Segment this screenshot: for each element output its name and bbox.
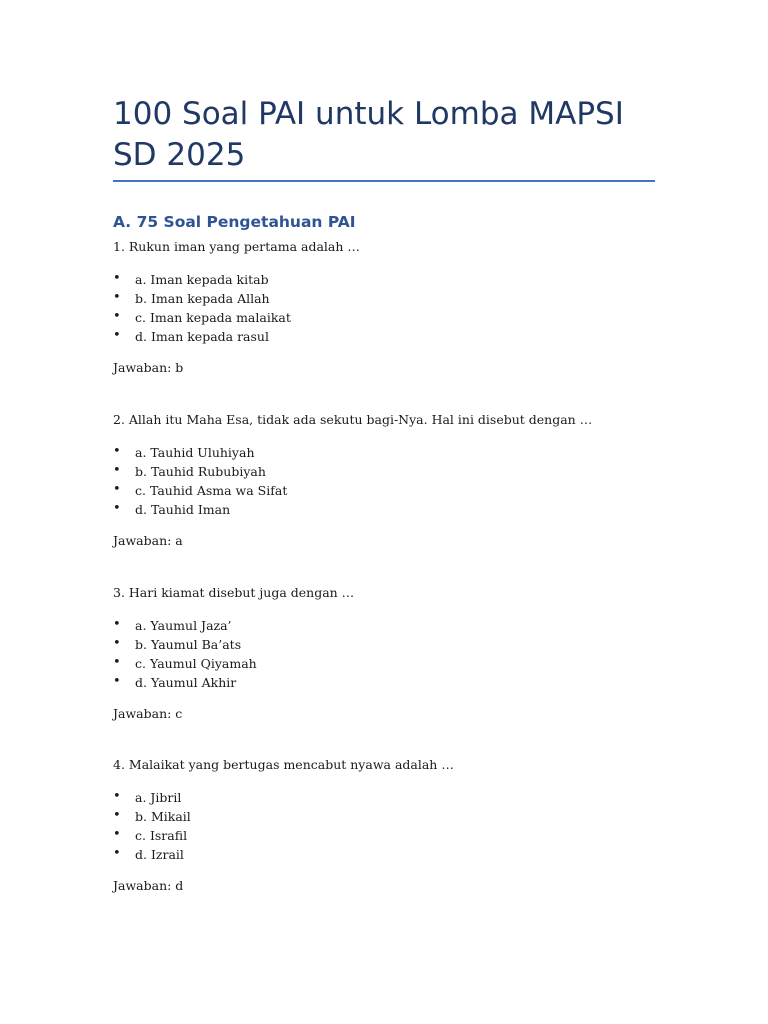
bullet-icon: • <box>113 463 121 478</box>
bullet-icon: • <box>113 846 121 861</box>
question-2 <box>113 411 713 550</box>
option-label: a. Tauhid Uluhiyah <box>135 445 255 460</box>
bullet-icon: • <box>113 827 121 842</box>
option-label: d. Yaumul Akhir <box>135 675 237 690</box>
question-4 <box>113 756 713 895</box>
option-c <box>113 481 713 500</box>
bullet-icon: • <box>113 309 121 324</box>
option-label: c. Israfil <box>135 828 188 843</box>
bullet-icon: • <box>113 789 121 804</box>
bullet-icon: • <box>113 271 121 286</box>
option-d <box>113 845 713 864</box>
document-title: 100 Soal PAI untuk Lomba MAPSI SD 2025 <box>113 96 624 173</box>
answer-text: Jawaban: a <box>113 533 183 548</box>
answer-text: Jawaban: d <box>113 878 184 893</box>
option-label: d. Iman kepada rasul <box>135 329 269 344</box>
answer-text: Jawaban: b <box>113 360 184 375</box>
options-list <box>113 788 713 864</box>
title-underline <box>113 180 655 182</box>
question-text: 3. Hari kiamat disebut juga dengan … <box>113 585 355 600</box>
option-c <box>113 654 713 673</box>
bullet-icon: • <box>113 808 121 823</box>
option-label: c. Yaumul Qiyamah <box>135 656 257 671</box>
bullet-icon: • <box>113 501 121 516</box>
option-label: b. Yaumul Ba’ats <box>135 637 242 652</box>
bullet-icon: • <box>113 655 121 670</box>
options-list <box>113 443 713 519</box>
option-a <box>113 270 713 289</box>
option-a <box>113 788 713 807</box>
question-text: 1. Rukun iman yang pertama adalah … <box>113 239 360 254</box>
answer-text: Jawaban: c <box>113 706 183 721</box>
option-label: d. Tauhid Iman <box>135 502 231 517</box>
bullet-icon: • <box>113 444 121 459</box>
bullet-icon: • <box>113 290 121 305</box>
question-text: 4. Malaikat yang bertugas mencabut nyawa adalah … <box>113 757 454 772</box>
option-c <box>113 826 713 845</box>
option-label: b. Iman kepada Allah <box>135 291 270 306</box>
bullet-icon: • <box>113 328 121 343</box>
option-b <box>113 289 713 308</box>
bullet-icon: • <box>113 617 121 632</box>
option-c <box>113 308 713 327</box>
options-list <box>113 270 713 346</box>
option-label: b. Tauhid Rububiyah <box>135 464 266 479</box>
bullet-icon: • <box>113 674 121 689</box>
option-a <box>113 443 713 462</box>
option-label: a. Jibril <box>135 790 182 805</box>
option-label: a. Iman kepada kitab <box>135 272 269 287</box>
option-b <box>113 462 713 481</box>
option-label: c. Tauhid Asma wa Sifat <box>135 483 288 498</box>
question-text: 2. Allah itu Maha Esa, tidak ada sekutu bagi-Nya. Hal ini disebut dengan … <box>113 412 593 427</box>
bullet-icon: • <box>113 482 121 497</box>
option-label: a. Yaumul Jaza’ <box>135 618 232 633</box>
option-d <box>113 327 713 346</box>
options-list <box>113 616 713 692</box>
option-b <box>113 635 713 654</box>
bullet-icon: • <box>113 636 121 651</box>
option-b <box>113 807 713 826</box>
question-1 <box>113 238 713 377</box>
option-d <box>113 500 713 519</box>
question-3 <box>113 584 713 723</box>
option-a <box>113 616 713 635</box>
option-label: b. Mikail <box>135 809 191 824</box>
section-heading: A. 75 Soal Pengetahuan PAI <box>113 213 356 231</box>
option-label: d. Izrail <box>135 847 184 862</box>
option-d <box>113 673 713 692</box>
option-label: c. Iman kepada malaikat <box>135 310 291 325</box>
